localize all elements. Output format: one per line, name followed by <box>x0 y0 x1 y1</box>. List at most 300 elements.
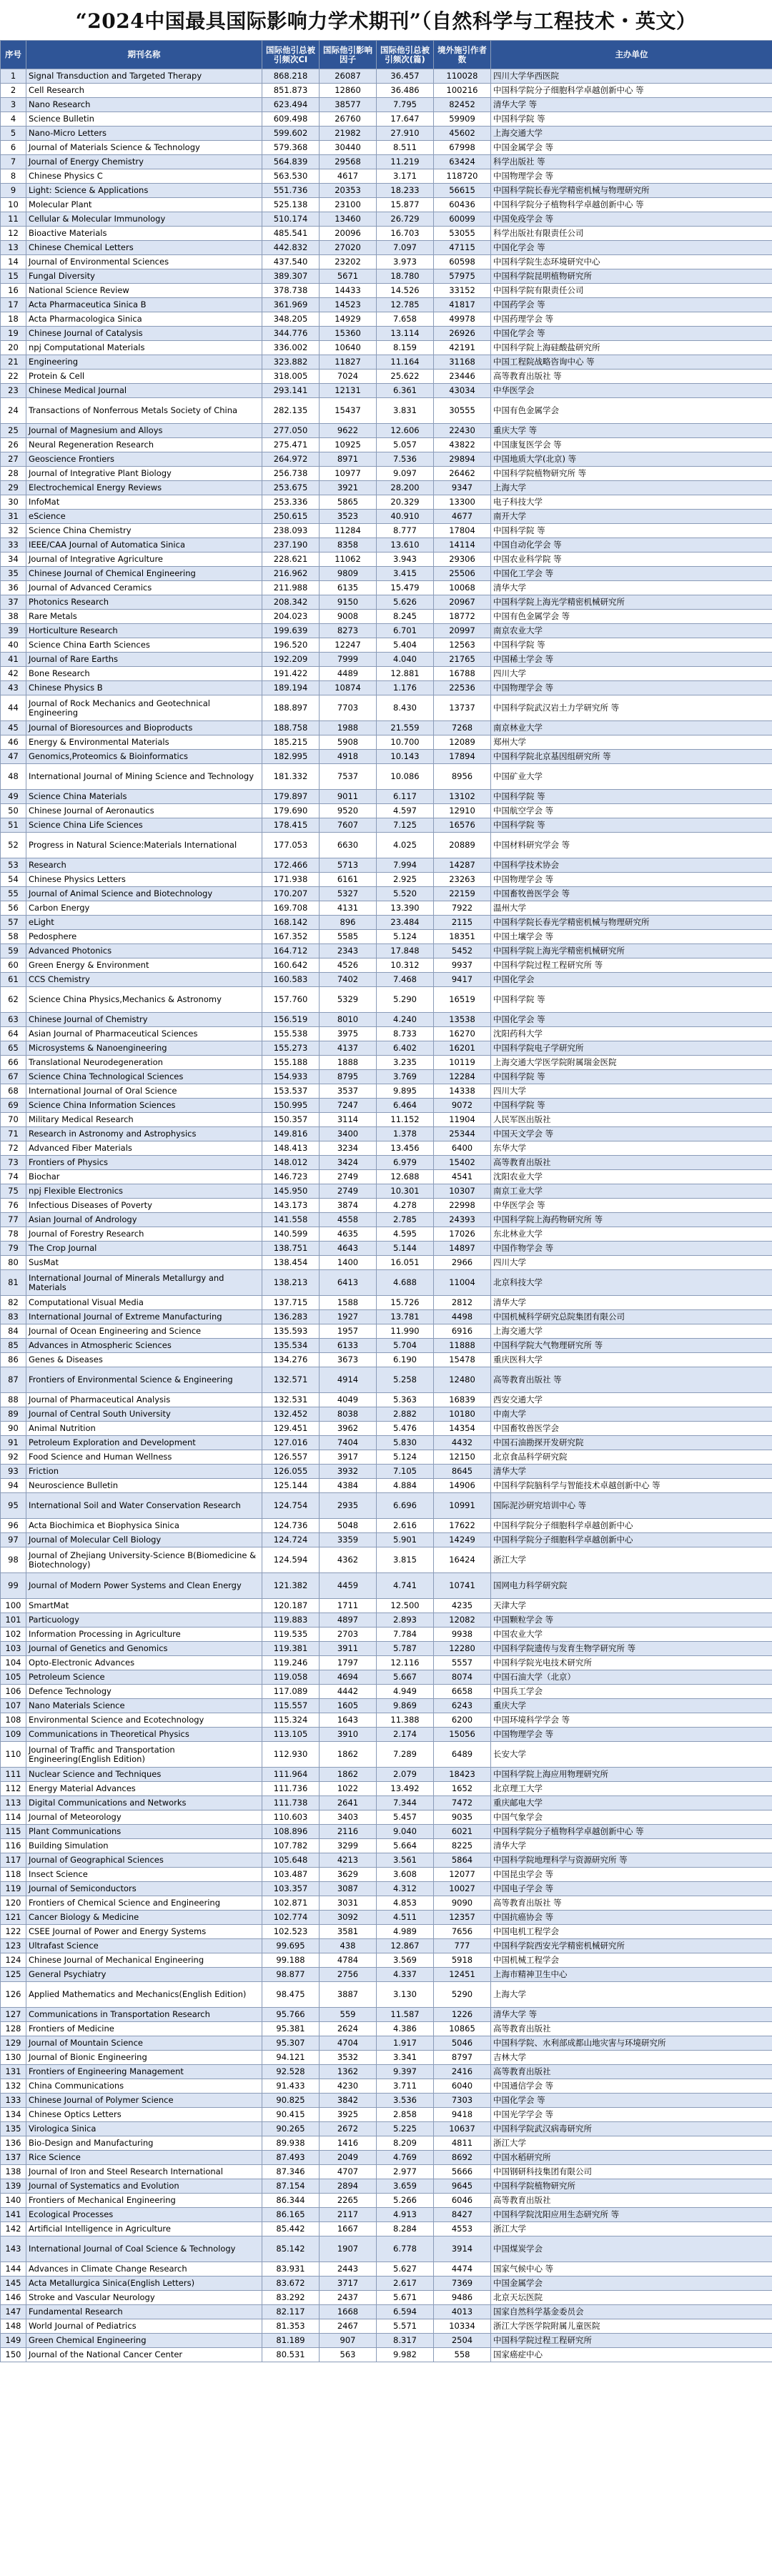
cci-value: 83.672 <box>262 2277 320 2291</box>
row-index: 5 <box>1 127 26 141</box>
table-row <box>1 438 772 452</box>
citation-count: 4558 <box>320 1213 377 1227</box>
cci-value: 196.520 <box>262 638 320 653</box>
organizer: 天津大学 <box>491 1599 772 1613</box>
row-index: 94 <box>1 1479 26 1493</box>
citing-authors: 9938 <box>434 1628 491 1642</box>
journal-name: Chinese Physics B <box>26 681 262 695</box>
table-row <box>1 1642 772 1656</box>
row-index: 148 <box>1 2319 26 2334</box>
citation-count: 26087 <box>320 69 377 84</box>
table-body <box>1 69 772 2362</box>
table-row <box>1 1868 772 1882</box>
table-row <box>1 958 772 973</box>
impact-factor: 5.124 <box>377 930 434 944</box>
row-index: 120 <box>1 1896 26 1911</box>
citing-authors: 14897 <box>434 1242 491 1256</box>
citing-authors: 6400 <box>434 1141 491 1156</box>
journal-name: Journal of Systematics and Evolution <box>26 2179 262 2194</box>
impact-factor: 2.882 <box>377 1407 434 1422</box>
journal-name: Digital Communications and Networks <box>26 1796 262 1810</box>
cci-value: 563.530 <box>262 169 320 184</box>
cci-value: 83.931 <box>262 2262 320 2277</box>
cci-value: 336.002 <box>262 341 320 355</box>
table-row <box>1 2108 772 2122</box>
journal-name: npj Computational Materials <box>26 341 262 355</box>
citing-authors: 5918 <box>434 1953 491 1968</box>
organizer: 中国有色金属学会 等 <box>491 610 772 624</box>
impact-factor: 3.815 <box>377 1547 434 1573</box>
impact-factor: 3.831 <box>377 398 434 424</box>
journal-name: Green Chemical Engineering <box>26 2334 262 2348</box>
cci-value: 102.871 <box>262 1896 320 1911</box>
journal-name: SusMat <box>26 1256 262 1270</box>
organizer: 高等教育出版社 <box>491 1156 772 1170</box>
citing-authors: 24393 <box>434 1213 491 1227</box>
citation-count: 1862 <box>320 1742 377 1768</box>
table-row <box>1 2065 772 2079</box>
row-index: 96 <box>1 1519 26 1533</box>
impact-factor: 25.622 <box>377 370 434 384</box>
table-row <box>1 538 772 553</box>
organizer: 国家气候中心 等 <box>491 2262 772 2277</box>
row-index: 86 <box>1 1353 26 1367</box>
journal-name: Frontiers of Mechanical Engineering <box>26 2194 262 2208</box>
citation-count: 3629 <box>320 1868 377 1882</box>
table-row <box>1 2008 772 2022</box>
impact-factor: 5.476 <box>377 1422 434 1436</box>
table-row <box>1 681 772 695</box>
citing-authors: 6046 <box>434 2194 491 2208</box>
header-journal-name: 期刊名称 <box>26 41 262 69</box>
row-index: 80 <box>1 1256 26 1270</box>
table-row <box>1 227 772 241</box>
citation-count: 6413 <box>320 1270 377 1296</box>
citing-authors: 21765 <box>434 653 491 667</box>
table-row <box>1 1685 772 1699</box>
table-row <box>1 341 772 355</box>
citing-authors: 30555 <box>434 398 491 424</box>
table-row <box>1 2348 772 2362</box>
cci-value: 120.187 <box>262 1599 320 1613</box>
citing-authors: 9418 <box>434 2108 491 2122</box>
row-index: 129 <box>1 2036 26 2051</box>
cci-value: 103.487 <box>262 1868 320 1882</box>
row-index: 32 <box>1 524 26 538</box>
row-index: 3 <box>1 98 26 112</box>
impact-factor: 16.051 <box>377 1256 434 1270</box>
citing-authors: 12451 <box>434 1968 491 1982</box>
impact-factor: 4.769 <box>377 2151 434 2165</box>
citation-count: 11062 <box>320 553 377 567</box>
cci-value: 124.754 <box>262 1493 320 1519</box>
citation-count: 4384 <box>320 1479 377 1493</box>
impact-factor: 28.200 <box>377 481 434 495</box>
citing-authors: 22998 <box>434 1199 491 1213</box>
row-index: 14 <box>1 255 26 269</box>
organizer: 南京林业大学 <box>491 721 772 735</box>
table-row <box>1 2151 772 2165</box>
table-row <box>1 1670 772 1685</box>
row-index: 40 <box>1 638 26 653</box>
impact-factor: 5.144 <box>377 1242 434 1256</box>
table-row <box>1 355 772 370</box>
citing-authors: 15478 <box>434 1353 491 1367</box>
citation-count: 29568 <box>320 155 377 169</box>
row-index: 95 <box>1 1493 26 1519</box>
table-row <box>1 424 772 438</box>
impact-factor: 5.626 <box>377 595 434 610</box>
organizer: 清华大学 等 <box>491 98 772 112</box>
row-index: 84 <box>1 1324 26 1339</box>
citation-count: 1668 <box>320 2305 377 2319</box>
citing-authors: 110028 <box>434 69 491 84</box>
cci-value: 182.995 <box>262 750 320 764</box>
cci-value: 98.475 <box>262 1982 320 2008</box>
impact-factor: 4.949 <box>377 1685 434 1699</box>
table-row <box>1 384 772 398</box>
table-row <box>1 873 772 887</box>
table-row <box>1 2305 772 2319</box>
table-row <box>1 638 772 653</box>
row-index: 25 <box>1 424 26 438</box>
table-row <box>1 241 772 255</box>
journal-name: Journal of Rock Mechanics and Geotechnical Engineering <box>26 695 262 721</box>
cci-value: 188.897 <box>262 695 320 721</box>
citation-count: 2672 <box>320 2122 377 2136</box>
citation-count: 1711 <box>320 1599 377 1613</box>
impact-factor: 3.415 <box>377 567 434 581</box>
table-row <box>1 1599 772 1613</box>
table-row <box>1 1925 772 1939</box>
table-row <box>1 1713 772 1728</box>
row-index: 126 <box>1 1982 26 2008</box>
journal-name: Geoscience Frontiers <box>26 452 262 467</box>
cci-value: 253.675 <box>262 481 320 495</box>
cci-value: 143.173 <box>262 1199 320 1213</box>
citing-authors: 18351 <box>434 930 491 944</box>
citation-count: 4526 <box>320 958 377 973</box>
journal-name: Chinese Physics C <box>26 169 262 184</box>
cci-value: 167.352 <box>262 930 320 944</box>
table-row <box>1 141 772 155</box>
citing-authors: 12284 <box>434 1070 491 1084</box>
citation-count: 14433 <box>320 284 377 298</box>
citation-count: 3031 <box>320 1896 377 1911</box>
row-index: 123 <box>1 1939 26 1953</box>
organizer: 四川大学 <box>491 1256 772 1270</box>
cci-value: 171.938 <box>262 873 320 887</box>
table-row <box>1 1099 772 1113</box>
organizer: 中国科学院长春光学精密机械与物理研究所 <box>491 184 772 198</box>
journal-name: Journal of Animal Science and Biotechnology <box>26 887 262 901</box>
citation-count: 2935 <box>320 1493 377 1519</box>
row-index: 93 <box>1 1465 26 1479</box>
citing-authors: 6040 <box>434 2079 491 2094</box>
page-title: “2024中国最具国际影响力学术期刊”（自然科学与工程技术・英文） <box>75 9 697 33</box>
citation-count: 1988 <box>320 721 377 735</box>
citing-authors: 7922 <box>434 901 491 916</box>
citation-count: 1862 <box>320 1768 377 1782</box>
citing-authors: 9417 <box>434 973 491 987</box>
journal-name: Acta Pharmaceutica Sinica B <box>26 298 262 312</box>
citing-authors: 12357 <box>434 1911 491 1925</box>
table-row <box>1 269 772 284</box>
journal-name: Journal of Central South University <box>26 1407 262 1422</box>
impact-factor: 9.097 <box>377 467 434 481</box>
citing-authors: 43822 <box>434 438 491 452</box>
organizer: 中国科学院沈阳应用生态研究所 等 <box>491 2208 772 2222</box>
table-row <box>1 481 772 495</box>
citation-count: 7402 <box>320 973 377 987</box>
organizer: 东华大学 <box>491 1141 772 1156</box>
citing-authors: 8797 <box>434 2051 491 2065</box>
row-index: 139 <box>1 2179 26 2194</box>
organizer: 中国工程院战略咨询中心 等 <box>491 355 772 370</box>
impact-factor: 4.913 <box>377 2208 434 2222</box>
table-row <box>1 581 772 595</box>
impact-factor: 4.040 <box>377 653 434 667</box>
organizer: 中国通信学会 等 <box>491 2079 772 2094</box>
organizer: 中国土壤学会 等 <box>491 930 772 944</box>
impact-factor: 2.616 <box>377 1519 434 1533</box>
cci-value: 134.276 <box>262 1353 320 1367</box>
organizer: 人民军医出版社 <box>491 1113 772 1127</box>
citing-authors: 5666 <box>434 2165 491 2179</box>
impact-factor: 9.982 <box>377 2348 434 2362</box>
impact-factor: 5.457 <box>377 1810 434 1825</box>
citing-authors: 6021 <box>434 1825 491 1839</box>
organizer: 中国科学院 等 <box>491 987 772 1013</box>
citing-authors: 60436 <box>434 198 491 212</box>
journal-name: npj Flexible Electronics <box>26 1184 262 1199</box>
table-row <box>1 1256 772 1270</box>
citing-authors: 14287 <box>434 858 491 873</box>
citing-authors: 6243 <box>434 1699 491 1713</box>
row-index: 147 <box>1 2305 26 2319</box>
citation-count: 563 <box>320 2348 377 2362</box>
row-index: 127 <box>1 2008 26 2022</box>
row-index: 89 <box>1 1407 26 1422</box>
citing-authors: 29894 <box>434 452 491 467</box>
row-index: 103 <box>1 1642 26 1656</box>
cci-value: 348.205 <box>262 312 320 327</box>
citation-count: 896 <box>320 916 377 930</box>
impact-factor: 8.511 <box>377 141 434 155</box>
table-row <box>1 1393 772 1407</box>
cci-value: 95.381 <box>262 2022 320 2036</box>
organizer: 中国石油大学（北京） <box>491 1670 772 1685</box>
cci-value: 140.599 <box>262 1227 320 1242</box>
organizer: 中国科学院 等 <box>491 1099 772 1113</box>
organizer: 四川大学华西医院 <box>491 69 772 84</box>
cci-value: 264.972 <box>262 452 320 467</box>
cci-value: 256.738 <box>262 467 320 481</box>
organizer: 清华大学 <box>491 1296 772 1310</box>
organizer: 中国化学会 等 <box>491 241 772 255</box>
citation-count: 9622 <box>320 424 377 438</box>
organizer: 中国科学院植物研究所 等 <box>491 467 772 481</box>
citing-authors: 9937 <box>434 958 491 973</box>
cci-value: 135.593 <box>262 1324 320 1339</box>
row-index: 77 <box>1 1213 26 1227</box>
impact-factor: 4.595 <box>377 1227 434 1242</box>
journal-name: Particuology <box>26 1613 262 1628</box>
row-index: 128 <box>1 2022 26 2036</box>
journal-name: Chinese Chemical Letters <box>26 241 262 255</box>
organizer: 中南大学 <box>491 1407 772 1422</box>
cci-value: 87.346 <box>262 2165 320 2179</box>
citation-count: 10874 <box>320 681 377 695</box>
impact-factor: 4.337 <box>377 1968 434 1982</box>
organizer: 四川大学 <box>491 1084 772 1099</box>
impact-factor: 4.240 <box>377 1013 434 1027</box>
cci-value: 389.307 <box>262 269 320 284</box>
citing-authors: 7656 <box>434 1925 491 1939</box>
table-row <box>1 1853 772 1868</box>
organizer: 中国农业大学 <box>491 1628 772 1642</box>
citing-authors: 47115 <box>434 241 491 255</box>
journal-name: Biochar <box>26 1170 262 1184</box>
table-row <box>1 1547 772 1573</box>
table-row <box>1 764 772 790</box>
organizer: 中国机械工程学会 <box>491 1953 772 1968</box>
citing-authors: 20997 <box>434 624 491 638</box>
table-row <box>1 1782 772 1796</box>
table-row <box>1 2079 772 2094</box>
row-index: 104 <box>1 1656 26 1670</box>
cci-value: 157.760 <box>262 987 320 1013</box>
header-organizer: 主办单位 <box>491 41 772 69</box>
organizer: 国家自然科学基金委员会 <box>491 2305 772 2319</box>
citation-count: 2467 <box>320 2319 377 2334</box>
impact-factor: 13.114 <box>377 327 434 341</box>
citation-count: 8273 <box>320 624 377 638</box>
citation-count: 2756 <box>320 1968 377 1982</box>
impact-factor: 7.784 <box>377 1628 434 1642</box>
organizer: 中国科学院分子细胞科学卓越创新中心 <box>491 1533 772 1547</box>
journal-name: Journal of Mountain Science <box>26 2036 262 2051</box>
citing-authors: 6658 <box>434 1685 491 1699</box>
citation-count: 438 <box>320 1939 377 1953</box>
cci-value: 181.332 <box>262 764 320 790</box>
impact-factor: 3.608 <box>377 1868 434 1882</box>
row-index: 2 <box>1 84 26 98</box>
citation-count: 4489 <box>320 667 377 681</box>
cci-value: 145.950 <box>262 1184 320 1199</box>
row-index: 72 <box>1 1141 26 1156</box>
citing-authors: 33152 <box>434 284 491 298</box>
impact-factor: 5.520 <box>377 887 434 901</box>
row-index: 52 <box>1 833 26 858</box>
cci-value: 485.541 <box>262 227 320 241</box>
organizer: 中国科学院大气物理研究所 等 <box>491 1339 772 1353</box>
table-row <box>1 155 772 169</box>
journal-name: Research <box>26 858 262 873</box>
row-index: 56 <box>1 901 26 916</box>
impact-factor: 5.787 <box>377 1642 434 1656</box>
table-row <box>1 1882 772 1896</box>
organizer: 中国科学院分子细胞科学卓越创新中心 <box>491 1519 772 1533</box>
journal-name: Frontiers of Physics <box>26 1156 262 1170</box>
citation-count: 3842 <box>320 2094 377 2108</box>
impact-factor: 8.159 <box>377 341 434 355</box>
impact-factor: 2.174 <box>377 1728 434 1742</box>
row-index: 149 <box>1 2334 26 2348</box>
citing-authors: 100216 <box>434 84 491 98</box>
journal-name: Journal of Rare Earths <box>26 653 262 667</box>
journal-name: Journal of Geographical Sciences <box>26 1853 262 1868</box>
citing-authors: 82452 <box>434 98 491 112</box>
journal-name: Journal of Materials Science & Technology <box>26 141 262 155</box>
journal-name: Journal of Meteorology <box>26 1810 262 1825</box>
row-index: 117 <box>1 1853 26 1868</box>
journal-name: The Crop Journal <box>26 1242 262 1256</box>
cci-value: 199.639 <box>262 624 320 638</box>
journal-name: General Psychiatry <box>26 1968 262 1982</box>
cci-value: 82.117 <box>262 2305 320 2319</box>
organizer: 中国科学院 等 <box>491 112 772 127</box>
citing-authors: 25506 <box>434 567 491 581</box>
journal-name: Cellular & Molecular Immunology <box>26 212 262 227</box>
journal-name: Advanced Fiber Materials <box>26 1141 262 1156</box>
row-index: 12 <box>1 227 26 241</box>
impact-factor: 9.869 <box>377 1699 434 1713</box>
citation-count: 4914 <box>320 1367 377 1393</box>
row-index: 61 <box>1 973 26 987</box>
citation-count: 3581 <box>320 1925 377 1939</box>
cci-value: 132.531 <box>262 1393 320 1407</box>
journal-name: CSEE Journal of Power and Energy Systems <box>26 1925 262 1939</box>
impact-factor: 13.610 <box>377 538 434 553</box>
citation-count: 3400 <box>320 1127 377 1141</box>
organizer: 科学出版社 等 <box>491 155 772 169</box>
organizer: 中国天文学会 等 <box>491 1127 772 1141</box>
citing-authors: 12910 <box>434 804 491 818</box>
table-row <box>1 2179 772 2194</box>
impact-factor: 7.289 <box>377 1742 434 1768</box>
impact-factor: 7.658 <box>377 312 434 327</box>
citing-authors: 4432 <box>434 1436 491 1450</box>
row-index: 112 <box>1 1782 26 1796</box>
impact-factor: 1.176 <box>377 681 434 695</box>
citation-count: 13460 <box>320 212 377 227</box>
table-row <box>1 1127 772 1141</box>
citation-count: 4137 <box>320 1041 377 1056</box>
cci-value: 211.988 <box>262 581 320 595</box>
organizer: 上海市精神卫生中心 <box>491 1968 772 1982</box>
cci-value: 95.766 <box>262 2008 320 2022</box>
row-index: 99 <box>1 1573 26 1599</box>
row-index: 114 <box>1 1810 26 1825</box>
row-index: 102 <box>1 1628 26 1642</box>
table-row <box>1 1296 772 1310</box>
cci-value: 99.188 <box>262 1953 320 1968</box>
organizer: 中国科学院昆明植物研究所 <box>491 269 772 284</box>
citation-count: 15360 <box>320 327 377 341</box>
impact-factor: 2.858 <box>377 2108 434 2122</box>
citing-authors: 4474 <box>434 2262 491 2277</box>
impact-factor: 8.317 <box>377 2334 434 2348</box>
cci-value: 138.751 <box>262 1242 320 1256</box>
cci-value: 361.969 <box>262 298 320 312</box>
impact-factor: 12.500 <box>377 1599 434 1613</box>
citing-authors: 7268 <box>434 721 491 735</box>
impact-factor: 10.301 <box>377 1184 434 1199</box>
organizer: 中国科学院武汉病毒研究所 <box>491 2122 772 2136</box>
impact-factor: 11.587 <box>377 2008 434 2022</box>
impact-factor: 5.664 <box>377 1839 434 1853</box>
